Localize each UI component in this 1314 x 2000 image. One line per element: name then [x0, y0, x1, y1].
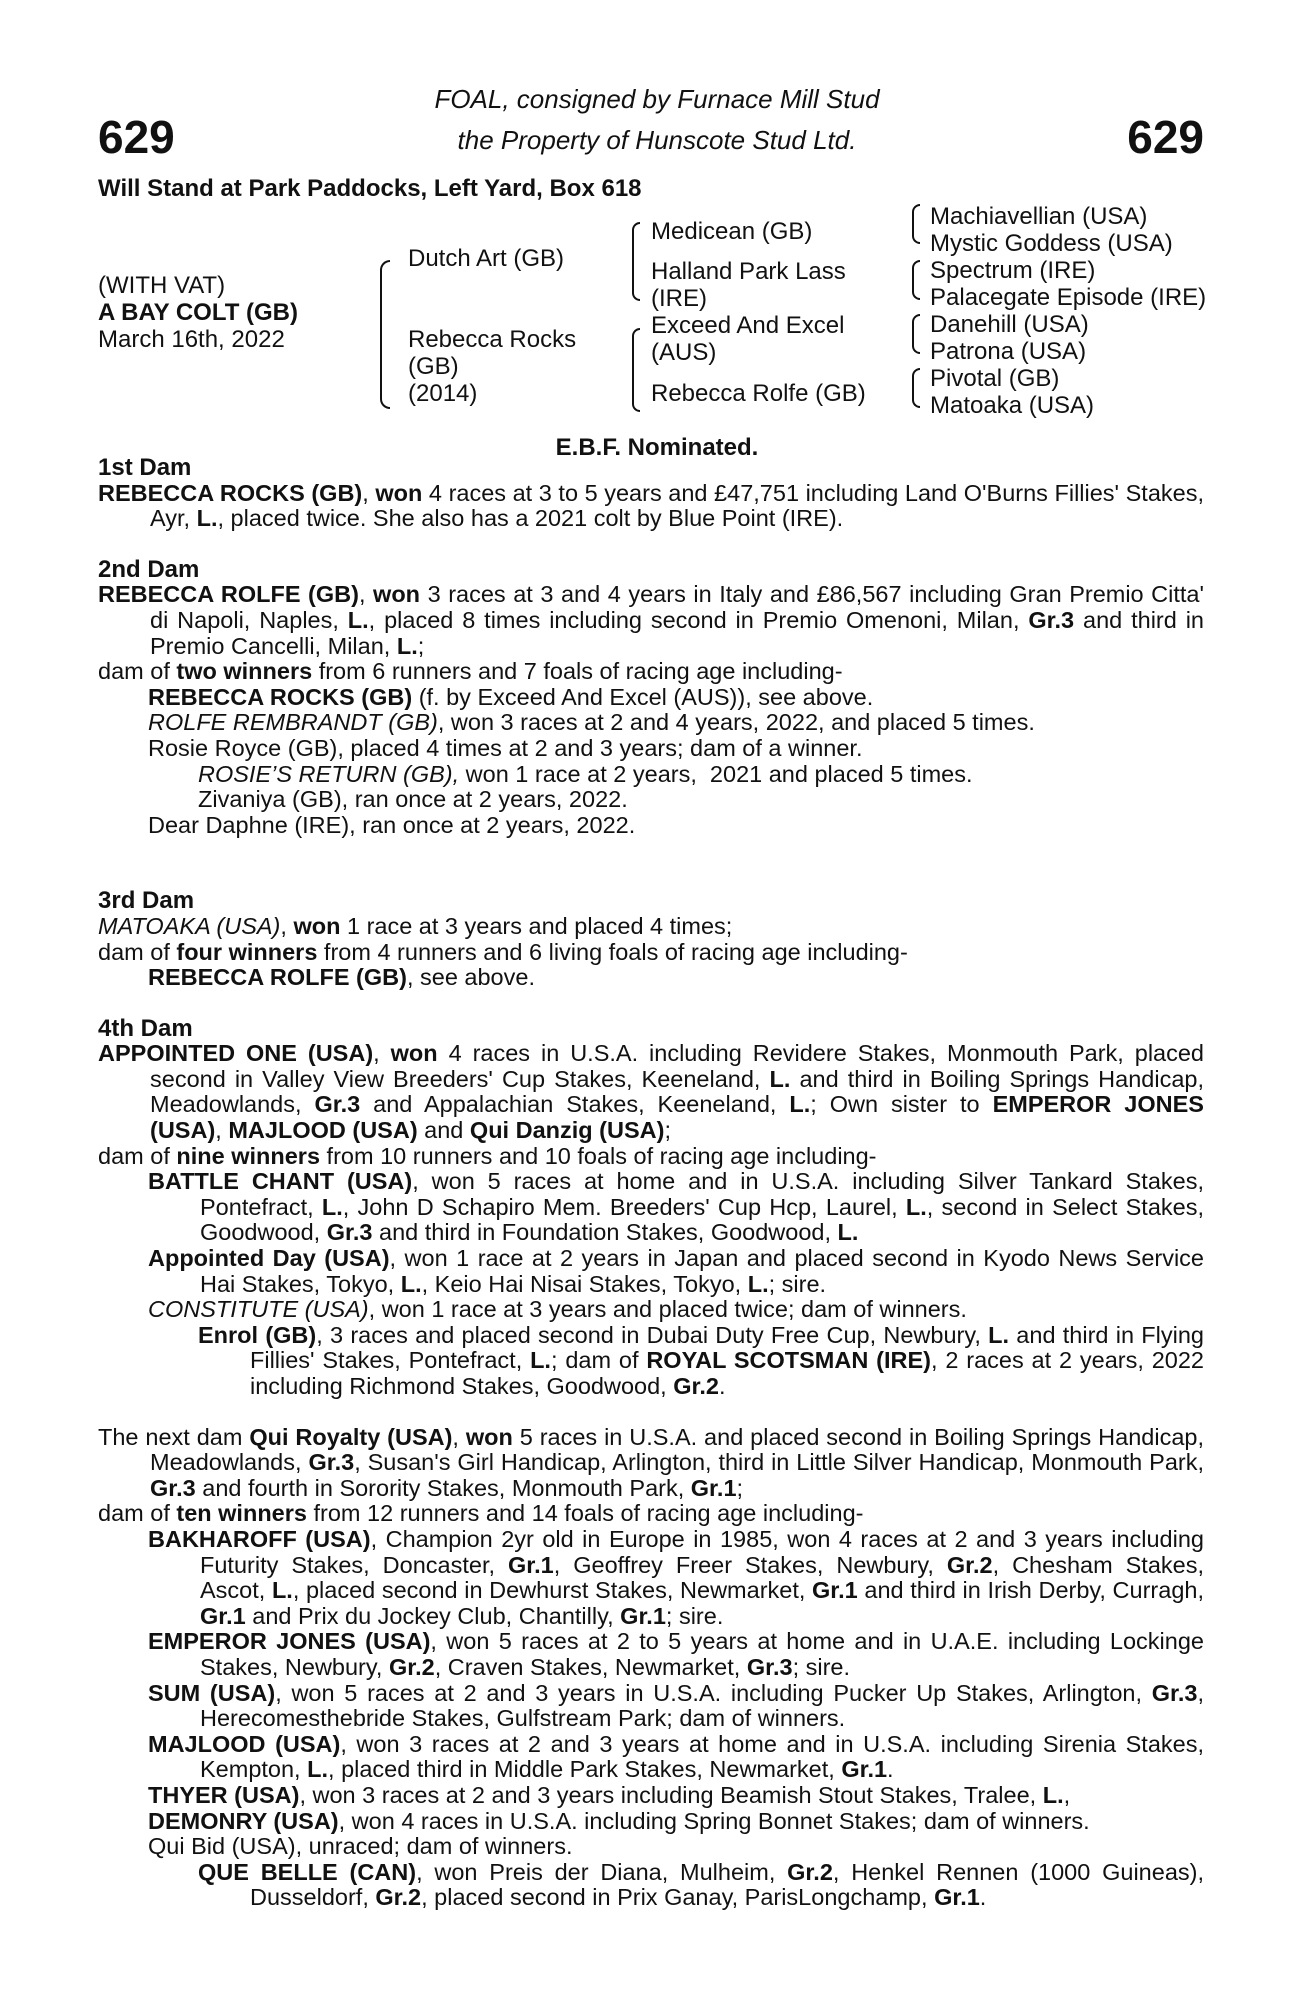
produce-item: CONSTITUTE (USA), won 1 race at 3 years and placed twice; dam of winners.: [148, 1296, 967, 1323]
third-dam-entry: MATOAKA (USA), won 1 race at 3 years and placed 4 times;: [98, 912, 733, 939]
sire-dam-line1: Halland Park Lass: [651, 258, 846, 285]
ebf-nominated: E.B.F. Nominated.: [555, 434, 759, 461]
produce-item: Qui Bid (USA), unraced; dam of winners.: [148, 1833, 573, 1860]
brace-g3: [912, 314, 920, 354]
second-dam-heading: 2nd Dam: [98, 555, 200, 583]
brace-g1: [912, 204, 920, 244]
produce-item: MAJLOOD (USA), won 3 races at 2 and 3 years at home and in U.S.A. including Sirenia Stakes, Kempton, L., placed third in Middle Park Stakes, Newmarket, Gr.1.: [148, 1730, 1205, 1783]
ggd-3: Patrona (USA): [930, 338, 1087, 365]
second-dam-entry: REBECCA ROLFE (GB), won 3 races at 3 and 4 years in Italy and £86,567 including Gran Premio Citta' di Napoli, Naples, L., placed 8 times including second in Premio Omenoni, Milan, Gr.3 and third in Premio Cancelli, Milan, L.;: [98, 581, 1204, 659]
brace-g4: [912, 368, 920, 408]
dam-sire-line2: (AUS): [651, 339, 717, 366]
next-dam-produce: dam of ten winners from 12 runners and 14 foals of racing age including-: [98, 1500, 864, 1527]
next-dam-entry: The next dam Qui Royalty (USA), won 5 races in U.S.A. and placed second in Boiling Springs Handicap, Meadowlands, Gr.3, Susan's Girl Handicap, Arlington, third in Little Silver Handicap, Monmouth Park, Gr.3 and fourth in Sorority Stakes, Monmouth Park, Gr.1;: [98, 1423, 1204, 1501]
third-dam-heading: 3rd Dam: [98, 887, 195, 915]
produce-item: BAKHAROFF (USA), Champion 2yr old in Europe in 1985, won 4 races at 2 and 3 years including Futurity Stakes, Doncaster, Gr.1, Geoffrey Freer Stakes, Newbury, Gr.2, Chesham Stakes, Ascot, L., placed second in Dewhurst Stakes, Newmarket, Gr.1 and third in Irish Derby, Curragh, Gr.1 and Prix du Jockey Club, Chantilly, Gr.1; sire.: [148, 1525, 1204, 1629]
lot-number-right: 629: [1127, 111, 1204, 163]
dam-sire-line1: Exceed And Excel: [651, 312, 845, 339]
fourth-dam-entry: APPOINTED ONE (USA), won 4 races in U.S.A. including Revidere Stakes, Monmouth Park, placed second in Valley View Breeders' Cup Stakes, Keeneland, L. and third in Boiling Springs Handicap, Meadowlands, Gr.3 and Appalachian Stakes, Keeneland, L.; Own sister to EMPEROR JONES (USA), MAJLOOD (USA) and Qui Danzig (USA);: [98, 1040, 1205, 1144]
first-dam-entry: REBECCA ROCKS (GB), won 4 races at 3 to 5 years and £47,751 including Land O'Burns Fillies' Stakes, Ayr, L., placed twice. She also has a 2021 colt by Blue Point (IRE).: [98, 479, 1204, 532]
consignor-line: FOAL, consigned by Furnace Mill Stud: [434, 84, 880, 114]
produce-item: REBECCA ROLFE (GB), see above.: [148, 964, 535, 991]
brace-sire: [632, 222, 640, 301]
ggs-4: Pivotal (GB): [930, 365, 1060, 392]
produce-item: Zivaniya (GB), ran once at 2 years, 2022.: [198, 786, 628, 813]
horse-dob: March 16th, 2022: [98, 326, 285, 353]
produce-item: REBECCA ROCKS (GB) (f. by Exceed And Excel (AUS)), see above.: [148, 683, 874, 710]
ggd-2: Palacegate Episode (IRE): [930, 284, 1207, 311]
fourth-dam-produce: dam of nine winners from 10 runners and 10 foals of racing age including-: [98, 1142, 877, 1169]
produce-item: BATTLE CHANT (USA), won 5 races at home and in U.S.A. including Silver Tankard Stakes, Pontefract, L., John D Schapiro Mem. Breeders' Cup Hcp, Laurel, L., second in Select Stakes, Goodwood, Gr.3 and third in Foundation Stakes, Goodwood, L.: [148, 1168, 1204, 1246]
dam-line3: (2014): [408, 380, 478, 407]
produce-item: QUE BELLE (CAN), won Preis der Diana, Mulheim, Gr.2, Henkel Rennen (1000 Guineas), Dusseldorf, Gr.2, placed second in Prix Ganay, ParisLongchamp, Gr.1.: [198, 1858, 1204, 1911]
ggs-1: Machiavellian (USA): [930, 203, 1148, 230]
catalogue-body: [98, 455, 1204, 1911]
sire-sire: Medicean (GB): [651, 218, 813, 245]
produce-item: Dear Daphne (IRE), ran once at 2 years, 2022.: [148, 811, 636, 838]
property-line: the Property of Hunscote Stud Ltd.: [457, 125, 857, 155]
brace-main: [380, 260, 390, 409]
vat-note: (WITH VAT): [98, 272, 226, 299]
ggs-3: Danehill (USA): [930, 311, 1089, 338]
first-dam-heading: 1st Dam: [98, 454, 192, 481]
produce-item: EMPEROR JONES (USA), won 5 races at 2 to 5 years at home and in U.A.E. including Lockinge Stakes, Newbury, Gr.2, Craven Stakes, Newmarket, Gr.3; sire.: [148, 1628, 1204, 1680]
produce-item: ROLFE REMBRANDT (GB), won 3 races at 2 and 4 years, 2022, and placed 5 times.: [148, 709, 1035, 736]
produce-item: Enrol (GB), 3 races and placed second in Dubai Duty Free Cup, Newbury, L. and third in Flying Fillies' Stakes, Pontefract, L.; dam of ROYAL SCOTSMAN (IRE), 2 races at 2 years, 2022 including Richmond Stakes, Goodwood, Gr.2.: [198, 1321, 1204, 1399]
brace-dam: [632, 328, 640, 412]
horse-name: A BAY COLT (GB): [98, 299, 299, 326]
sire: Dutch Art (GB): [408, 245, 565, 272]
dam-dam: Rebecca Rolfe (GB): [651, 380, 866, 407]
ggd-1: Mystic Goddess (USA): [930, 230, 1173, 257]
produce-item: SUM (USA), won 5 races at 2 and 3 years in U.S.A. including Pucker Up Stakes, Arlington, Gr.3, Herecomesthebride Stakes, Gulfstream Park; dam of winners.: [148, 1679, 1204, 1732]
fourth-dam-heading: 4th Dam: [98, 1014, 193, 1042]
produce-item: THYER (USA), won 3 races at 2 and 3 years including Beamish Stout Stakes, Tralee, L.,: [148, 1781, 1071, 1808]
ggs-2: Spectrum (IRE): [930, 257, 1096, 284]
second-dam-produce: dam of two winners from 6 runners and 7 foals of racing age including-: [98, 658, 843, 685]
produce-item: DEMONRY (USA), won 4 races in U.S.A. including Spring Bonnet Stakes; dam of winners.: [148, 1807, 1090, 1834]
stand-location: Will Stand at Park Paddocks, Left Yard, Box 618: [98, 175, 642, 202]
produce-item: Rosie Royce (GB), placed 4 times at 2 and 3 years; dam of a winner.: [148, 734, 863, 761]
dam-line1: Rebecca Rocks: [408, 326, 577, 353]
dam-line2: (GB): [408, 353, 459, 380]
ggd-4: Matoaka (USA): [930, 392, 1095, 419]
produce-item: Appointed Day (USA), won 1 race at 2 years in Japan and placed second in Kyodo News Service Hai Stakes, Tokyo, L., Keio Hai Nisai Stakes, Tokyo, L.; sire.: [148, 1245, 1205, 1297]
lot-number-left: 629: [98, 111, 175, 163]
produce-item: ROSIE’S RETURN (GB), won 1 race at 2 years, 2021 and placed 5 times.: [198, 760, 973, 787]
sire-dam-line2: (IRE): [651, 285, 707, 312]
brace-g2: [912, 260, 920, 300]
third-dam-produce: dam of four winners from 4 runners and 6 living foals of racing age including-: [98, 938, 908, 965]
